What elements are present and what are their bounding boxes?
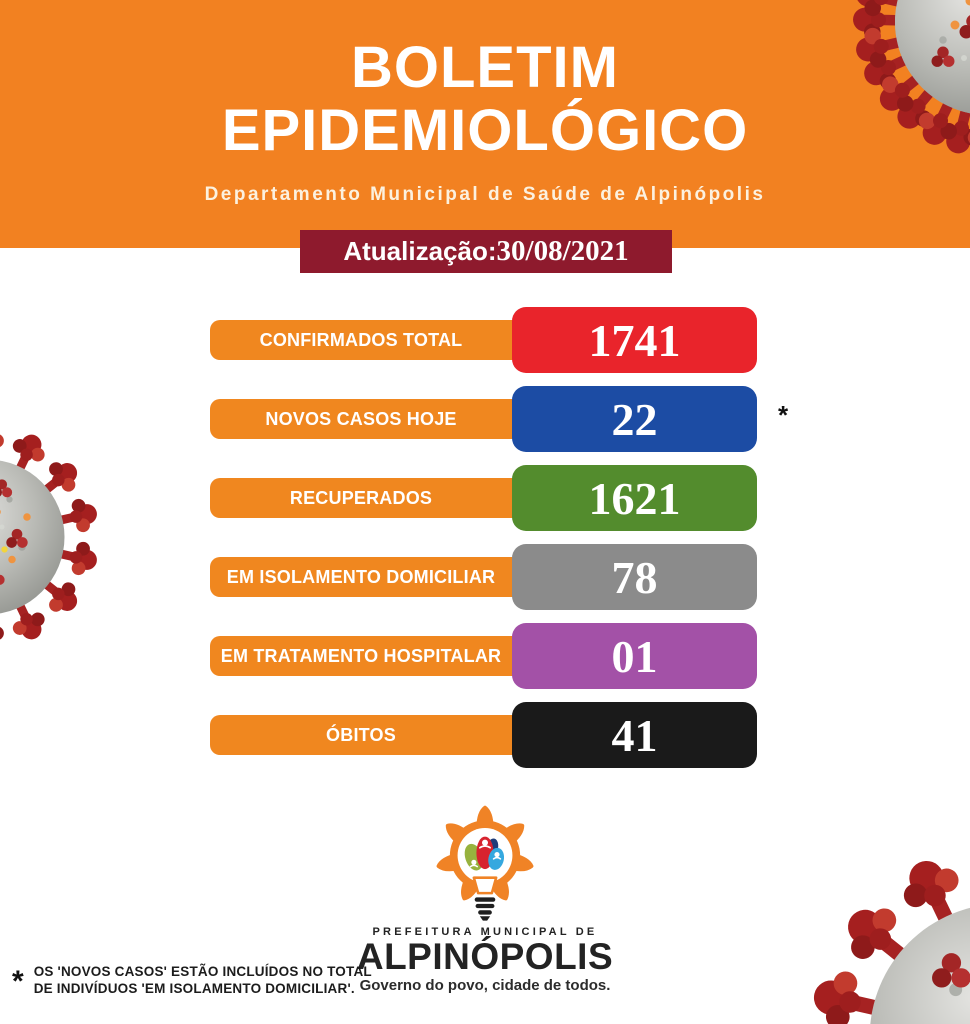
stat-value: 1621 (588, 472, 681, 524)
stat-row-recuperados (210, 465, 830, 531)
stat-label: ÓBITOS (326, 724, 396, 745)
header-banner (0, 0, 970, 248)
logo-city-name: ALPINÓPOLIS (356, 936, 614, 977)
stat-label-pill (210, 636, 540, 676)
stat-row-obitos (210, 702, 830, 768)
stat-label: EM ISOLAMENTO DOMICILIAR (226, 566, 496, 587)
header-subtitle: Departamento Municipal de Saúde de Alpinópolis (204, 184, 766, 205)
stat-row-isolamento (210, 544, 830, 610)
logo-org-line: PREFEITURA MUNICIPAL DE (372, 926, 598, 938)
stat-value: 22 (611, 393, 658, 445)
stat-value-box (512, 544, 757, 610)
coronavirus-image-left (0, 412, 112, 662)
stat-label: NOVOS CASOS HOJE (265, 408, 457, 429)
stat-label-pill (210, 320, 540, 360)
stat-note-asterisk: * (778, 400, 789, 430)
update-label: Atualização: (343, 236, 497, 266)
title-line-2: EPIDEMIOLÓGICO (221, 98, 749, 163)
stat-label-pill (210, 478, 540, 518)
footnote (12, 963, 372, 997)
update-banner (300, 230, 672, 273)
stat-value-box (512, 307, 757, 373)
footnote-line-2: DE INDIVÍDUOS 'EM ISOLAMENTO DOMICILIAR'. (33, 981, 355, 996)
stat-label: CONFIRMADOS TOTAL (259, 329, 463, 350)
title-line-1: BOLETIM (351, 35, 619, 100)
stat-value: 78 (611, 551, 658, 603)
footnote-line-1: OS 'NOVOS CASOS' ESTÃO INCLUÍDOS NO TOTAL (33, 964, 372, 979)
logo-star-bulb-icon (423, 804, 547, 924)
stat-value: 1741 (588, 314, 681, 366)
stat-row-novos-casos (210, 386, 830, 452)
stat-label-pill (210, 557, 540, 597)
stat-value: 01 (611, 630, 658, 682)
stat-label: EM TRATAMENTO HOSPITALAR (220, 645, 502, 666)
stat-label-pill (210, 715, 540, 755)
stat-value: 41 (611, 709, 658, 761)
stat-value-box (512, 386, 757, 452)
stat-label-pill (210, 399, 540, 439)
stat-value-box (512, 702, 757, 768)
stat-value-box (512, 465, 757, 531)
stat-row-hospitalar (210, 623, 830, 689)
footnote-asterisk-marker: * (12, 965, 24, 998)
bulletin-title (0, 36, 970, 162)
update-date: 30/08/2021 (496, 235, 629, 267)
footnote-text (34, 963, 372, 997)
stat-row-confirmados (210, 307, 830, 373)
stats-list (210, 307, 830, 768)
stat-label: RECUPERADOS (289, 487, 433, 508)
logo-slogan: Governo do povo, cidade de todos. (359, 977, 611, 994)
stat-value-box (512, 623, 757, 689)
